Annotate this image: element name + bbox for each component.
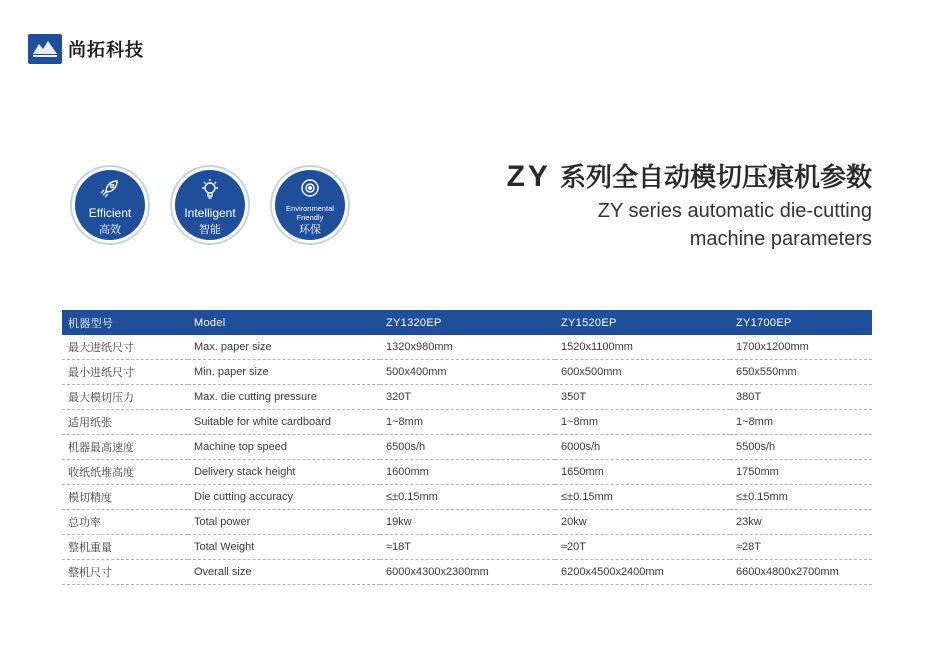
- badge-eco-en: [275, 204, 345, 222]
- table-cell: ≈20T: [555, 535, 730, 560]
- table-cell: Max. paper size: [188, 335, 380, 360]
- badge-eco-en-line1: Environmental: [286, 204, 334, 213]
- table-row: [62, 335, 872, 360]
- table-cell: 650x550mm: [730, 360, 872, 385]
- table-cell: 380T: [730, 385, 872, 410]
- table-cell: 600x500mm: [555, 360, 730, 385]
- header-cell: ZY1520EP: [555, 310, 730, 335]
- brand-logo: [28, 34, 144, 64]
- table-cell: Total power: [188, 510, 380, 535]
- table-cell: Total Weight: [188, 535, 380, 560]
- rocket-icon: [100, 178, 120, 198]
- table-cell: 1~8mm: [555, 410, 730, 435]
- table-cell: 最大进纸尺寸: [62, 335, 188, 360]
- badge-intelligent: [175, 170, 245, 240]
- badge-eco-cn: 环保: [299, 223, 321, 236]
- table-cell: ≈28T: [730, 535, 872, 560]
- table-cell: 1520x1100mm: [555, 335, 730, 360]
- title-en-line1: ZY series automatic die-cutting: [597, 200, 872, 222]
- logo-mark-icon: [28, 34, 62, 64]
- title-en-line2: machine parameters: [689, 228, 872, 250]
- table-cell: 500x400mm: [380, 360, 555, 385]
- table-cell: Die cutting accuracy: [188, 485, 380, 510]
- badge-efficient-cn: 高效: [99, 223, 121, 236]
- header-cell: ZY1700EP: [730, 310, 872, 335]
- page-heading: [507, 160, 872, 251]
- table-row: [62, 360, 872, 385]
- table-cell: 6200x4500x2400mm: [555, 560, 730, 585]
- table-cell: 机器最高速度: [62, 435, 188, 460]
- badge-intelligent-cn: 智能: [199, 223, 221, 236]
- header-cell: ZY1320EP: [380, 310, 555, 335]
- table-cell: 1600mm: [380, 460, 555, 485]
- table-cell: Suitable for white cardboard: [188, 410, 380, 435]
- table-cell: 总功率: [62, 510, 188, 535]
- table-cell: Min. paper size: [188, 360, 380, 385]
- table-cell: 1~8mm: [380, 410, 555, 435]
- table-cell: 5500s/h: [730, 435, 872, 460]
- table-cell: 1700x1200mm: [730, 335, 872, 360]
- table-row: [62, 435, 872, 460]
- table-cell: 6000s/h: [555, 435, 730, 460]
- spec-table: [62, 310, 872, 585]
- table-cell: 收纸纸堆高度: [62, 460, 188, 485]
- badge-intelligent-en: Intelligent: [184, 206, 236, 220]
- table-cell: Overall size: [188, 560, 380, 585]
- table-cell: 6500s/h: [380, 435, 555, 460]
- badge-efficient: [75, 170, 145, 240]
- badge-efficient-en: Efficient: [88, 206, 132, 220]
- spec-table-body: [62, 335, 872, 585]
- feature-badges: [75, 170, 375, 240]
- table-cell: 1750mm: [730, 460, 872, 485]
- badge-eco-en-line2: Friendly: [296, 213, 324, 222]
- table-cell: 最大模切压力: [62, 385, 188, 410]
- table-cell: 1650mm: [555, 460, 730, 485]
- table-cell: 最小进纸尺寸: [62, 360, 188, 385]
- table-cell: Max. die cutting pressure: [188, 385, 380, 410]
- page-title: [507, 160, 872, 195]
- table-cell: 适用纸张: [62, 410, 188, 435]
- header-cell: Model: [188, 310, 380, 335]
- table-cell: 19kw: [380, 510, 555, 535]
- header-cell: 机器型号: [62, 310, 188, 335]
- table-cell: 320T: [380, 385, 555, 410]
- title-model: ZY: [506, 160, 551, 193]
- badge-eco: [275, 170, 345, 240]
- table-cell: Delivery stack height: [188, 460, 380, 485]
- table-cell: ≈18T: [380, 535, 555, 560]
- table-row: [62, 385, 872, 410]
- table-row: [62, 485, 872, 510]
- eco-icon: [300, 178, 320, 198]
- table-cell: ≤±0.15mm: [380, 485, 555, 510]
- table-cell: 模切精度: [62, 485, 188, 510]
- title-cn: 系列全自动模切压痕机参数: [559, 163, 872, 193]
- table-cell: 350T: [555, 385, 730, 410]
- table-cell: 1~8mm: [730, 410, 872, 435]
- table-header-row: [62, 310, 872, 335]
- table-cell: 整机尺寸: [62, 560, 188, 585]
- table-cell: 20kw: [555, 510, 730, 535]
- table-row: [62, 510, 872, 535]
- table-cell: 6600x4800x2700mm: [730, 560, 872, 585]
- table-cell: 6000x4300x2300mm: [380, 560, 555, 585]
- table-cell: ≤±0.15mm: [555, 485, 730, 510]
- table-row: [62, 535, 872, 560]
- table-row: [62, 410, 872, 435]
- table-row: [62, 460, 872, 485]
- table-cell: 23kw: [730, 510, 872, 535]
- table-cell: ≤±0.15mm: [730, 485, 872, 510]
- logo-text: 尚拓科技: [68, 40, 144, 61]
- table-cell: 整机重量: [62, 535, 188, 560]
- lightbulb-icon: [200, 178, 220, 200]
- table-cell: 1320x980mm: [380, 335, 555, 360]
- table-cell: Machine top speed: [188, 435, 380, 460]
- table-row: [62, 560, 872, 585]
